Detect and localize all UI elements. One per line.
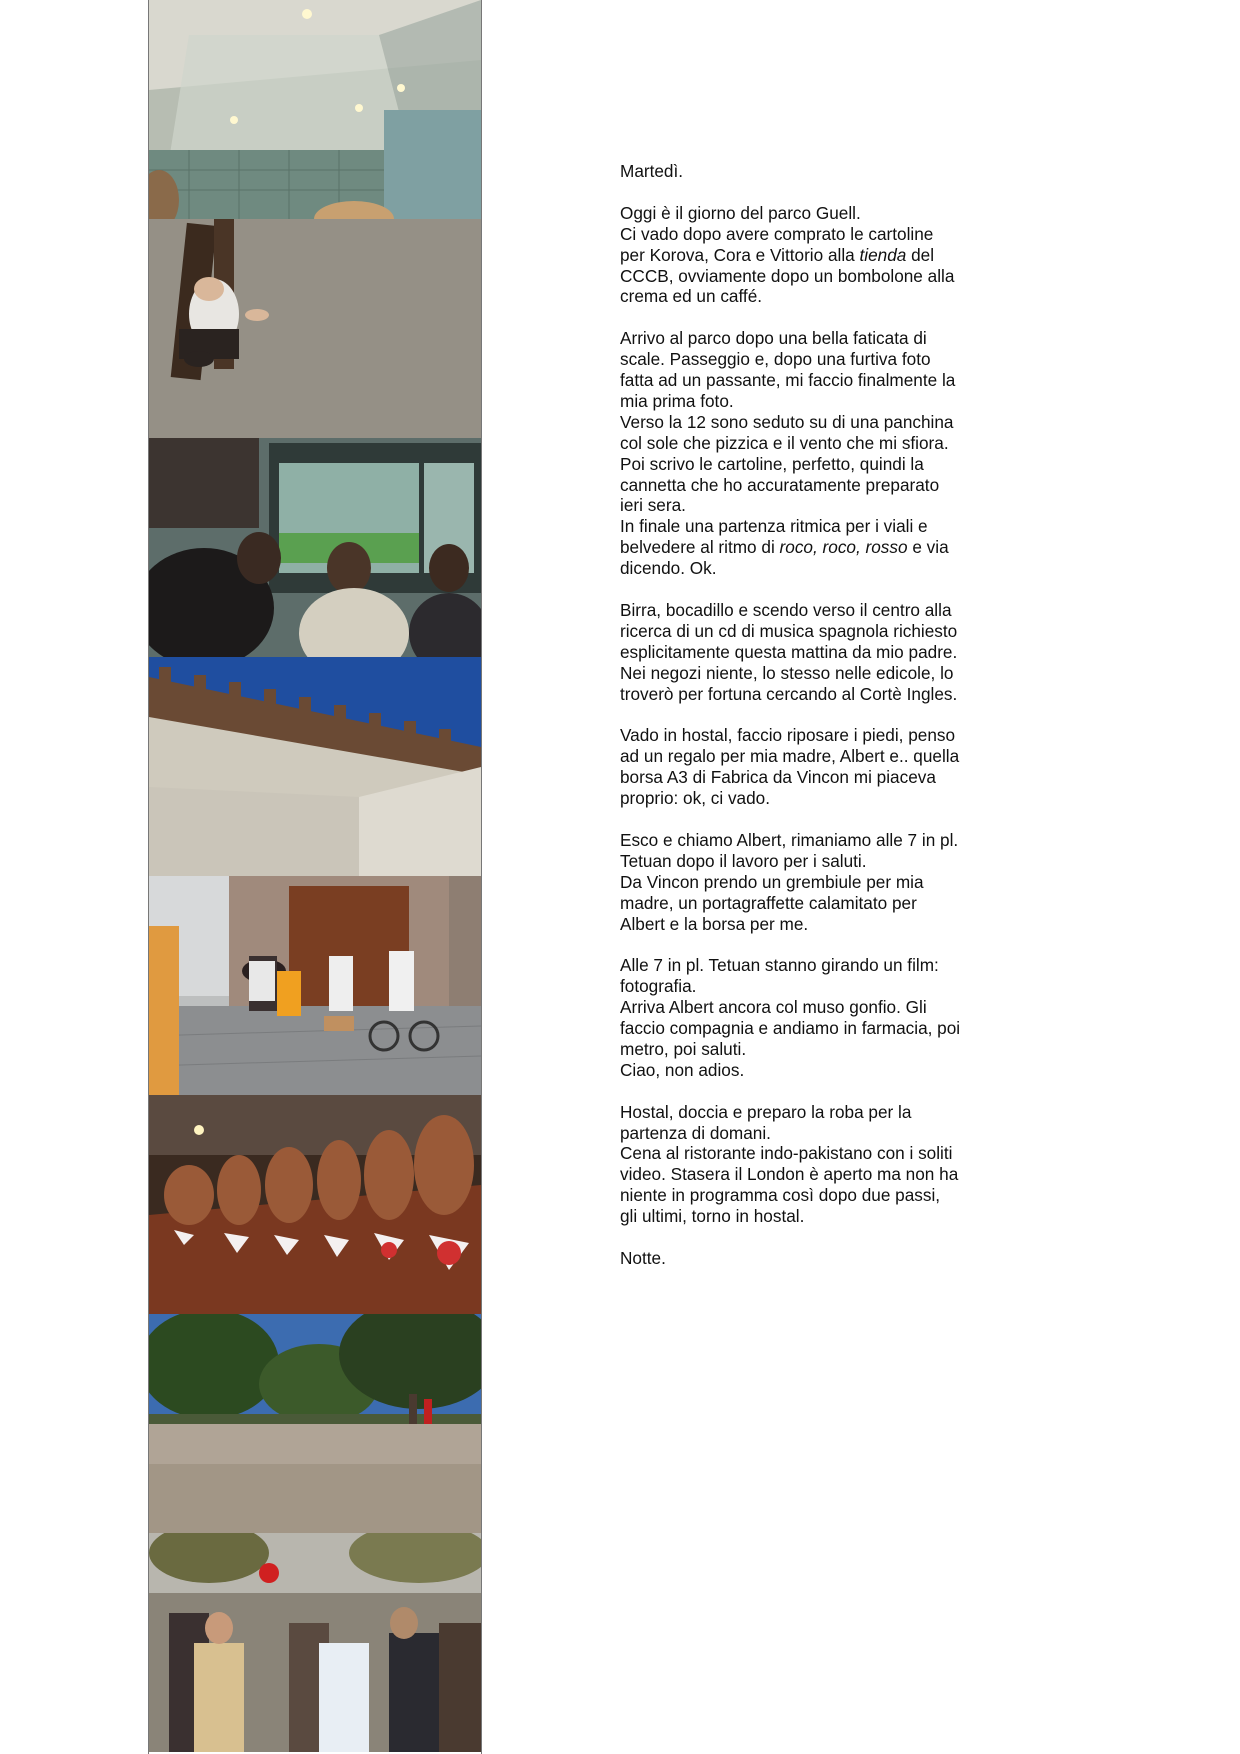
interior-glass-ceiling-photo (149, 0, 481, 219)
street-crowd-photo (149, 1533, 481, 1752)
photo-5-image (149, 876, 481, 1095)
paragraph-2: Arrivo al parco dopo una bella faticata di scale. Passeggio e, dopo una furtiva foto fatta ad un passante, mi faccio finalmente la mia prima foto. Verso la 12 sono seduto su di una panchina col sole che pizzica e il vento che mi sfiora. Poi scrivo le cartoline, perfetto, quindi la cannetta che ho accuratamente preparato ieri sera. In finale una partenza ritmica per i viali e belvedere al ritmo di roco, roco, rosso e via dicendo. Ok. (620, 328, 956, 579)
paragraph-5: Esco e chiamo Albert, rimaniamo alle 7 in pl. Tetuan dopo il lavoro per i saluti. Da Vincon prendo un grembiule per mia madre, un portagraffette calamitato per Albert e la borsa per me. (620, 829, 959, 934)
photo-3-image (149, 438, 481, 657)
paragraph-7: Hostal, doccia e preparo la roba per la partenza di domani. Cena al ristorante indo-pakistano con i soliti video. Stasera il London è aperto ma non ha niente in programma così dopo due passi, gli ultimi, torno in hostal. (620, 1101, 959, 1227)
stone-wall-sky-photo (149, 657, 481, 876)
diary-text (620, 161, 1020, 1290)
italic-tienda: tienda (859, 244, 907, 265)
paragraph-6: Alle 7 in pl. Tetuan stanno girando un film: fotografia. Arriva Albert ancora col muso gonfio. Gli faccio compagnia e andiamo in farmacia, poi metro, poi saluti. Ciao, non adios. (620, 955, 961, 1080)
paragraph-3: Birra, bocadillo e scendo verso il centro alla ricerca di un cd di musica spagnola richiesto esplicitamente questa mattina da mio padre. Nei negozi niente, lo stesso nelle edicole, lo troverò per fortuna cercando al Cortè Ingles. (620, 599, 958, 704)
photo-7-image (149, 1314, 481, 1533)
park-trees-ground-photo (149, 1314, 481, 1533)
photo-8-image (149, 1533, 481, 1752)
photo-4-image (149, 657, 481, 876)
person-on-bench-photo (149, 219, 481, 438)
photo-6-image (149, 1095, 481, 1314)
hanging-hams-market-photo (149, 1095, 481, 1314)
photo-1-image (149, 0, 481, 219)
paragraph-4: Vado in hostal, faccio riposare i piedi, penso ad un regalo per mia madre, Albert e.. quella borsa A3 di Fabrica da Vincon mi piaceva proprio: ok, ci vado. (620, 725, 960, 809)
closing-line: Notte. (620, 1248, 666, 1268)
italic-song: roco, roco, rosso (779, 537, 908, 558)
photo-strip (148, 0, 482, 1754)
diary-title: Martedì. (620, 161, 684, 181)
photo-2-image (149, 219, 481, 438)
film-set-street-photo (149, 876, 481, 1095)
paragraph-1: Oggi è il giorno del parco Guell. Ci vado dopo avere comprato le cartoline per Korova, Cora e Vittorio alla tienda del CCCB, ovviamente dopo un bombolone alla crema ed un caffé. (620, 202, 955, 307)
people-on-metro-photo (149, 438, 481, 657)
